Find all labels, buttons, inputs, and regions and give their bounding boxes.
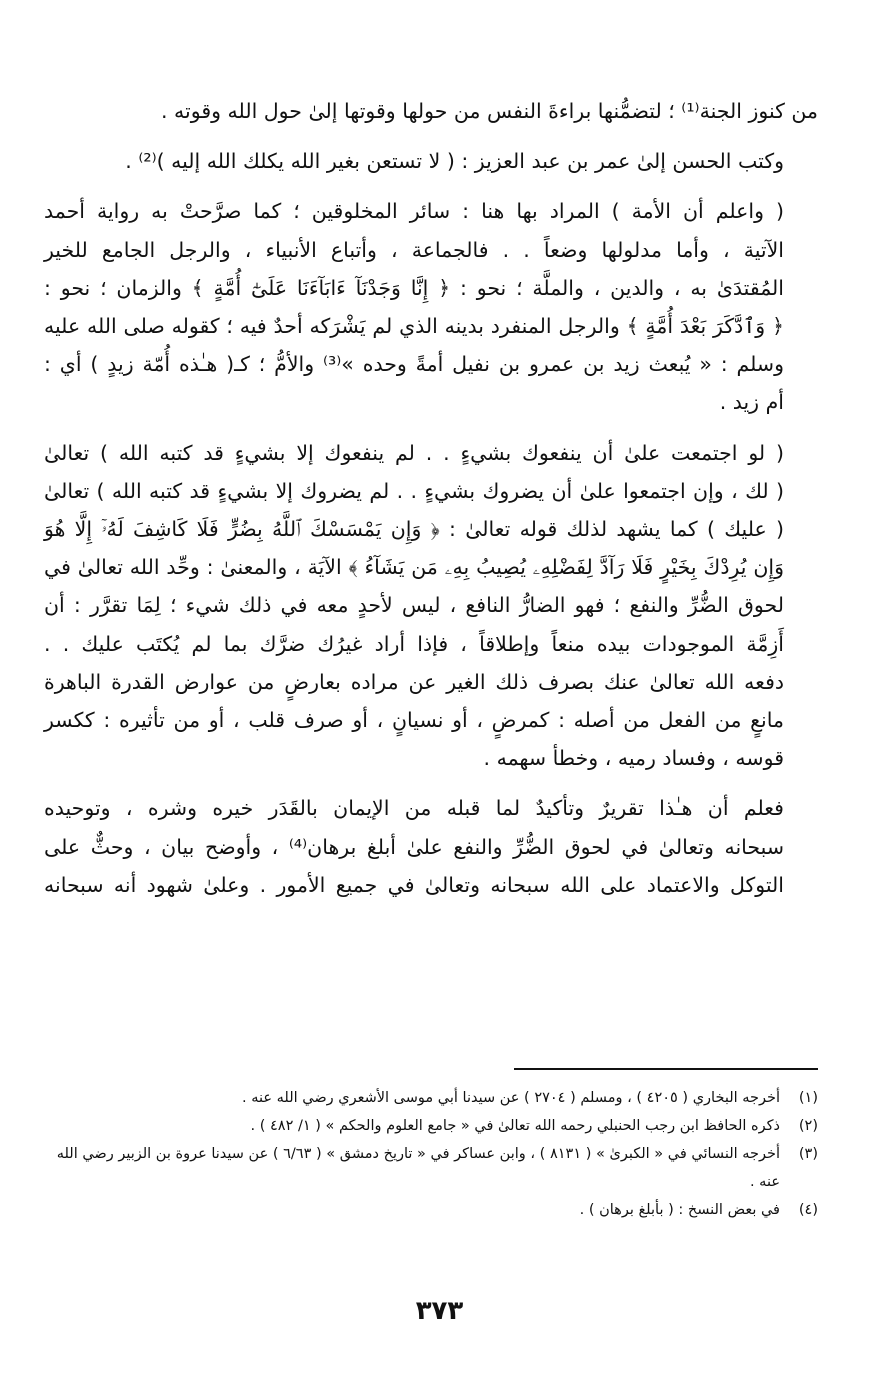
paragraph xyxy=(44,192,818,421)
footnote-item xyxy=(44,1084,818,1112)
text-line: من كنوز الجنة⁽¹⁾ ؛ لتضمُّنها براءةَ النفس من حولها وقوتها إلىٰ حول الله وقوته . xyxy=(161,99,818,123)
text-line: قوسه ، وفساد رميه ، وخطأ سهمه . xyxy=(483,746,784,771)
text-line: مانعٍ من الفعل من أصله : كمرضٍ ، أو نسيانٍ ، أو صرف قلب ، أو من تأثيره : ككسر xyxy=(44,708,784,733)
text-line: سبحانه وتعالىٰ في لحوق الضُّرِّ والنفع علىٰ أبلغ برهان⁽⁴⁾ ، وأوضح بيان ، وحثٌّ على xyxy=(44,834,785,859)
paragraph xyxy=(44,92,818,130)
text-line: فعلم أن هـٰذا تقريرٌ وتأكيدٌ لما قبله من الإيمان بالقَدَر خيره وشره ، وتوحيده xyxy=(44,796,784,821)
text-line: ( لو اجتمعت علىٰ أن ينفعوك بشيءٍ . . لم ينفعوك إلا بشيءٍ قد كتبه الله ) تعالىٰ xyxy=(44,440,784,465)
text-line: ( عليك ) كما يشهد لذلك قوله تعالىٰ : ﴿ وَإِن يَمْسَسْكَ ٱللَّهُ بِضُرٍّ فَلَا كَاشِفَ لَهُۥٓ إِلَّا هُوَ xyxy=(44,517,784,542)
footnote-divider xyxy=(514,1068,818,1070)
paragraph xyxy=(44,789,818,904)
footnote-text: أخرجه النسائي في « الكبرىٰ » ( ٨١٣١ ) ، وابن عساكر في « تاريخ دمشق » ( ٦/٦٣ ) عن سيدنا عروة بن الزبير رضي الله عنه . xyxy=(56,1146,780,1190)
text-line: دفعه الله تعالىٰ عنك بصرف ذلك الغير عن مراده بعارضٍ من عوارض القدرة الباهرة xyxy=(44,669,784,694)
text-line: التوكل والاعتماد على الله سبحانه وتعالىٰ في جميع الأمور . وعلىٰ شهود أنه سبحانه xyxy=(44,872,784,897)
text-line: لحوق الضُّرِّ والنفع ؛ فهو الضارُّ النافع ، ليس لأحدٍ معه في ذلك شيء ؛ لِمَا تقرَّر : أن xyxy=(44,593,784,618)
text-line: الآتية ، وأما مدلولها وضعاً . . فالجماعة ، وأتباع الأنبياء ، والرجل الجامع للخير xyxy=(44,237,784,262)
text-line: أم زيد . xyxy=(719,390,784,415)
footnote-number: (٣) xyxy=(798,1146,818,1162)
footnote-number: (٤) xyxy=(798,1202,818,1218)
paragraph xyxy=(44,142,818,180)
footnote-item xyxy=(44,1140,818,1196)
footnote-text: أخرجه البخاري ( ٤٢٠٥ ) ، ومسلم ( ٢٧٠٤ ) عن سيدنا أبي موسى الأشعري رضي الله عنه . xyxy=(242,1090,780,1106)
text-line: ( واعلم أن الأمة ) المراد بها هنا : سائر المخلوقين ؛ كما صرَّحتْ به رواية أحمد xyxy=(44,199,784,224)
text-line: وكتب الحسن إلىٰ عمر بن عبد العزيز : ( لا تستعن بغير الله يكلك الله إليه )⁽²⁾ . xyxy=(125,149,784,174)
footnote-number: (١) xyxy=(798,1090,818,1106)
footnote-text: ذكره الحافظ ابن رجب الحنبلي رحمه الله تعالىٰ في « جامع العلوم والحكم » ( ١/ ٤٨٢ ) . xyxy=(250,1118,780,1134)
text-line: وسلم : « يُبعث زيد بن عمرو بن نفيل أمةً وحده »⁽³⁾ والأمُّ ؛ كـ( هـٰذه أُمّة زيدٍ ) أي : xyxy=(44,352,784,377)
text-line: وَإِن يُرِدْكَ بِخَيْرٍ فَلَا رَآدَّ لِفَضْلِهِۦ يُصِيبُ بِهِۦ مَن يَشَآءُ ﴾ الآيَة ، والمعنىٰ : وحِّد الله تعالىٰ في xyxy=(44,555,784,580)
text-line: أَزِمَّة الموجودات بيده منعاً وإطلاقاً ، فإذا أراد غيرُك ضرَّك بما لم يُكتَب عليك . . xyxy=(44,631,784,656)
text-line: ( لك ، وإن اجتمعوا علىٰ أن يضروك بشيءٍ . . لم يضروك إلا بشيءٍ قد كتبه الله ) تعالىٰ xyxy=(44,478,784,503)
text-line: ﴿ وَٱدَّكَرَ بَعْدَ أُمَّةٍ ﴾ والرجل المنفرد بدينه الذي لم يَشْرَكه أحدٌ فيه ؛ كقوله صلى الله عليه xyxy=(44,314,784,339)
footnote-number: (٢) xyxy=(798,1118,818,1134)
main-text xyxy=(44,92,818,916)
footnotes xyxy=(44,1084,818,1224)
footnote-item xyxy=(44,1196,818,1224)
text-line: المُقتدَىٰ به ، والدين ، والملَّة ؛ نحو : ﴿ إِنَّا وَجَدْنَآ ءَابَآءَنَا عَلَىٰٓ أُمَّةٍ ﴾ والزمان ؛ نحو : xyxy=(44,275,784,300)
footnote-item xyxy=(44,1112,818,1140)
page-number: ٣٧٣ xyxy=(415,1296,464,1326)
paragraph xyxy=(44,434,818,778)
footnote-text: في بعض النسخ : ( بأبلغ برهان ) . xyxy=(579,1202,780,1218)
